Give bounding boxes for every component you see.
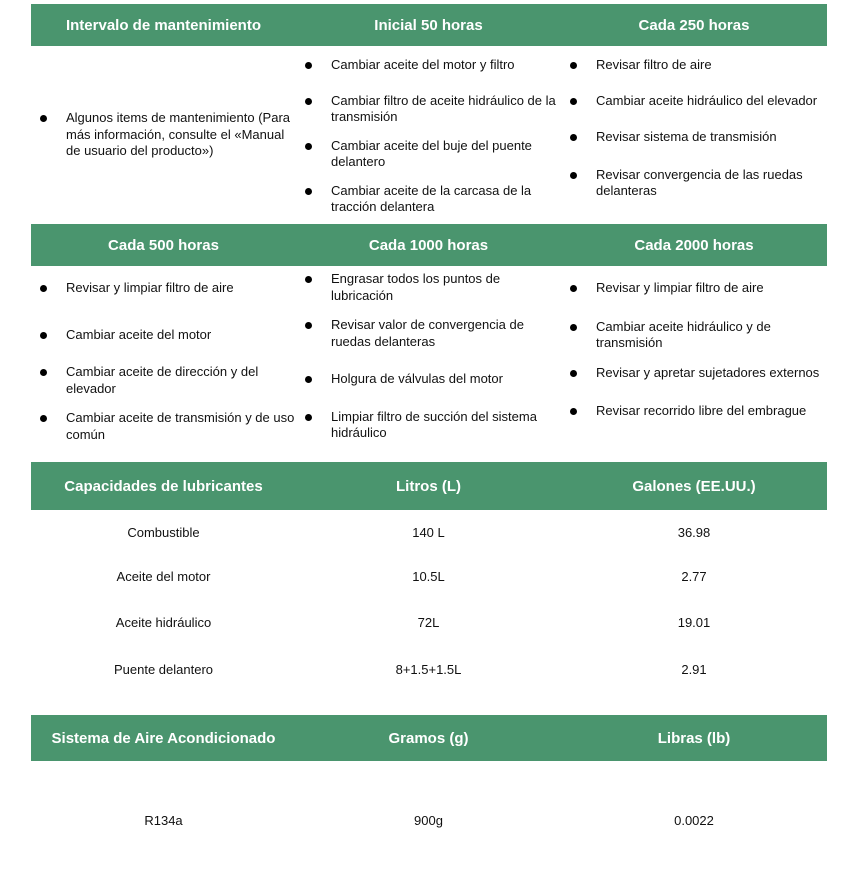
every-500-cell bbox=[31, 266, 296, 462]
initial-50-cell bbox=[296, 46, 561, 224]
refrigerant-grams: 900g bbox=[414, 812, 443, 828]
list-item: Cambiar aceite de transmisión y de uso común bbox=[31, 410, 296, 443]
list-item: Revisar y limpiar filtro de aire bbox=[561, 280, 827, 297]
header-initial-50: Inicial 50 horas bbox=[374, 16, 483, 34]
list-item: Cambiar aceite del motor bbox=[31, 327, 296, 344]
list-item: Cambiar aceite de la carcasa de la tracción delantera bbox=[296, 183, 561, 216]
header-every-2000: Cada 2000 horas bbox=[634, 236, 754, 254]
maintenance-header-row-1 bbox=[31, 4, 827, 46]
maintenance-document bbox=[31, 4, 827, 879]
lubricants-header bbox=[31, 462, 827, 510]
header-every-250: Cada 250 horas bbox=[638, 16, 750, 34]
list-item: Cambiar aceite hidráulico y de transmisión bbox=[561, 319, 827, 352]
lubricant-gallons: 19.01 bbox=[677, 614, 711, 630]
every-250-cell bbox=[561, 46, 827, 224]
intro-cell bbox=[31, 46, 296, 224]
list-item: Revisar convergencia de las ruedas delanteras bbox=[561, 167, 827, 200]
lubricant-name: Aceite hidráulico bbox=[115, 614, 212, 630]
header-every-500: Cada 500 horas bbox=[108, 236, 219, 254]
list-item: Revisar valor de convergencia de ruedas delanteras bbox=[296, 317, 561, 350]
list-item: Cambiar aceite del buje del puente delantero bbox=[296, 138, 561, 171]
list-item: Revisar recorrido libre del embrague bbox=[561, 403, 827, 420]
list-item: Cambiar aceite del motor y filtro bbox=[296, 57, 561, 74]
refrigerant-name: R134a bbox=[144, 812, 183, 828]
lubricant-liters: 10.5L bbox=[412, 569, 445, 584]
header-interval: Intervalo de mantenimiento bbox=[65, 16, 262, 34]
intro-note: Algunos items de mantenimiento (Para más información, consulte el «Manual de usuario del producto») bbox=[31, 110, 296, 160]
list-item: Cambiar aceite de dirección y del elevador bbox=[31, 364, 296, 397]
list-item: Revisar y limpiar filtro de aire bbox=[31, 280, 296, 297]
lubricant-name: Aceite del motor bbox=[116, 569, 211, 584]
list-item: Revisar sistema de transmisión bbox=[561, 129, 827, 146]
header-ac-system: Sistema de Aire Acondicionado bbox=[51, 729, 276, 747]
table-row bbox=[31, 761, 827, 879]
list-item: Cambiar filtro de aceite hidráulico de la transmisión bbox=[296, 93, 561, 126]
table-row bbox=[31, 645, 827, 693]
header-gallons: Galones (EE.UU.) bbox=[632, 477, 756, 495]
list-item: Engrasar todos los puntos de lubricación bbox=[296, 271, 561, 304]
maintenance-header-row-2 bbox=[31, 224, 827, 266]
lubricant-liters: 72L bbox=[417, 614, 440, 630]
maintenance-body-row-1 bbox=[31, 46, 827, 224]
table-row bbox=[31, 510, 827, 554]
lubricant-name: Puente delantero bbox=[113, 661, 214, 677]
header-pounds: Libras (lb) bbox=[657, 729, 731, 747]
header-grams: Gramos (g) bbox=[388, 729, 469, 747]
lubricants-table-body bbox=[31, 510, 827, 693]
table-row bbox=[31, 599, 827, 645]
list-item: Revisar y apretar sujetadores externos bbox=[561, 365, 827, 382]
maintenance-body-row-2 bbox=[31, 266, 827, 462]
lubricant-liters: 140 L bbox=[412, 524, 445, 540]
list-item: Limpiar filtro de succión del sistema hidráulico bbox=[296, 409, 561, 442]
header-liters: Litros (L) bbox=[396, 477, 461, 495]
table-row bbox=[31, 554, 827, 599]
header-lubricant-capacity: Capacidades de lubricantes bbox=[64, 477, 263, 495]
list-item: Revisar filtro de aire bbox=[561, 57, 827, 74]
lubricant-name: Combustible bbox=[127, 524, 200, 540]
refrigerant-pounds: 0.0022 bbox=[674, 812, 714, 828]
ac-header bbox=[31, 715, 827, 761]
every-2000-cell bbox=[561, 266, 827, 462]
lubricant-liters: 8+1.5+1.5L bbox=[395, 661, 462, 677]
lubricant-gallons: 2.91 bbox=[681, 661, 707, 677]
header-every-1000: Cada 1000 horas bbox=[368, 236, 489, 254]
list-item: Holgura de válvulas del motor bbox=[296, 371, 561, 388]
list-item: Cambiar aceite hidráulico del elevador bbox=[561, 93, 827, 110]
lubricant-gallons: 2.77 bbox=[681, 569, 707, 584]
every-1000-cell bbox=[296, 266, 561, 462]
lubricant-gallons: 36.98 bbox=[677, 524, 711, 540]
